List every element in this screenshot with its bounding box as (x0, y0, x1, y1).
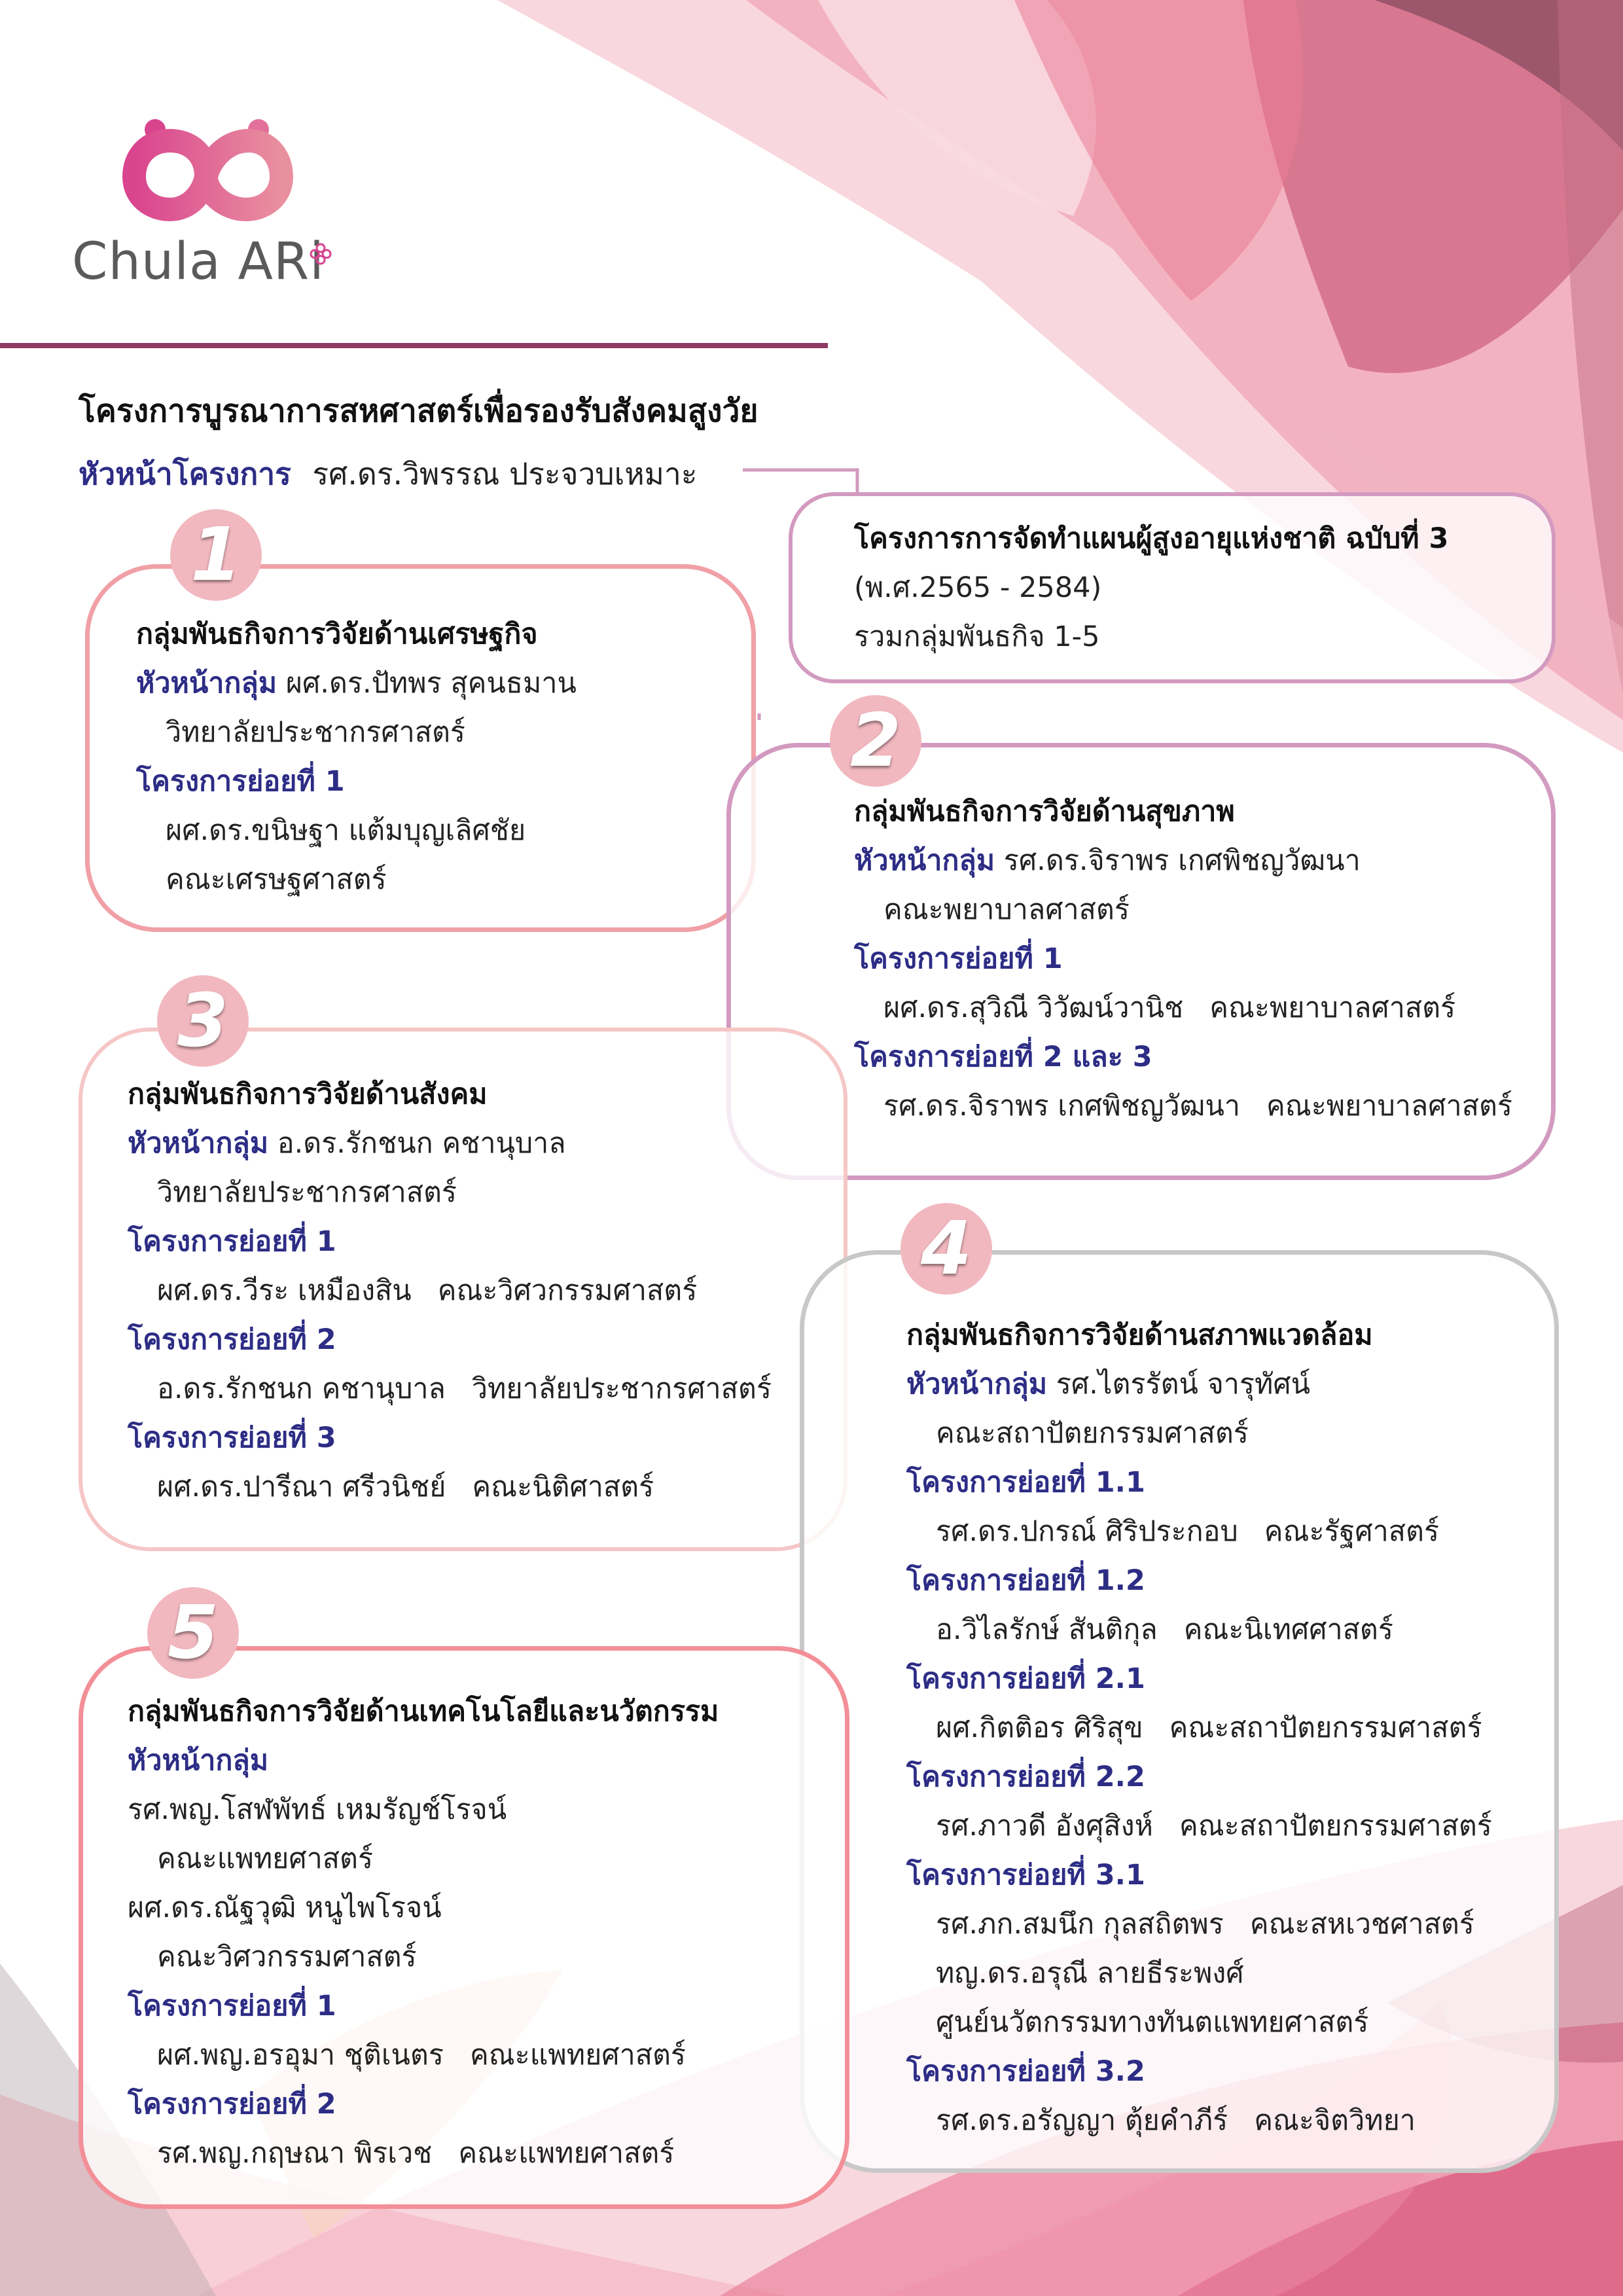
group-1-head-label: หัวหน้ากลุ่ม (136, 667, 277, 700)
group-2-sub23-label: โครงการย่อยที่ 2 และ 3 (854, 1041, 1152, 1073)
group-2-content (854, 787, 1512, 1131)
project-lead-label: หัวหน้าโครงการ (79, 456, 291, 492)
group-5-head-label: หัวหน้ากลุ่ม (128, 1744, 269, 1777)
group-4-s21-org: คณะสถาปัตยกรรมศาสตร์ (1169, 1712, 1482, 1744)
group-4-badge: 4 (901, 1203, 992, 1295)
group-5-sub2-org: คณะแพทยศาสตร์ (458, 2137, 675, 2170)
group-1-sub1-org: คณะเศรษฐศาสตร์ (166, 863, 387, 896)
group-4-s22-person: รศ.ภาวดี อังศุสิงห์ (936, 1810, 1153, 1842)
group-2-sub23-org: คณะพยาบาลศาสตร์ (1266, 1090, 1512, 1122)
group-2-head-label: หัวหน้ากลุ่ม (854, 844, 995, 877)
group-3-sub1-label: โครงการย่อยที่ 1 (128, 1225, 336, 1258)
group-5-title: กลุ่มพันธกิจการวิจัยด้านเทคโนโลยีและนวัตกรรม (128, 1695, 719, 1728)
project-lead-name: รศ.ดร.วิพรรณ ประจวบเหมาะ (312, 456, 698, 492)
group-4-s32-person: รศ.ดร.อรัญญา ตุ้ยคำภีร์ (936, 2104, 1228, 2137)
group-4-s11-label: โครงการย่อยที่ 1.1 (906, 1466, 1145, 1499)
national-plan-note: รวมกลุ่มพันธกิจ 1-5 (854, 620, 1100, 653)
group-3-head-org: วิทยาลัยประชากรศาสตร์ (157, 1176, 457, 1209)
group-4-s12-org: คณะนิเทศศาสตร์ (1183, 1613, 1393, 1646)
group-5-sub1-person: ผศ.พญ.อรอุมา ชุติเนตร (157, 2039, 444, 2072)
group-4-title: กลุ่มพันธกิจการวิจัยด้านสภาพแวดล้อม (906, 1319, 1373, 1352)
group-3-sub2-label: โครงการย่อยที่ 2 (128, 1323, 336, 1356)
group-5-content (128, 1687, 719, 2178)
national-plan-years: (พ.ศ.2565 - 2584) (854, 571, 1102, 604)
header-rule (0, 343, 828, 348)
group-4-s31-org2: ศูนย์นวัตกรรมทางทันตแพทยศาสตร์ (936, 2006, 1369, 2039)
group-4-s12-person: อ.วิไลรักษ์ สันติกุล (936, 1613, 1158, 1646)
group-5-sub2-person: รศ.พญ.กฤษณา พิรเวช (157, 2137, 433, 2170)
group-4-s22-label: โครงการย่อยที่ 2.2 (906, 1761, 1145, 1793)
group-3-content (128, 1070, 772, 1512)
group-3-sub3-person: ผศ.ดร.ปารีณา ศรีวนิชย์ (157, 1471, 446, 1503)
group-5-sub1-label: โครงการย่อยที่ 1 (128, 1990, 336, 2022)
logo-text: Chula ARi (72, 232, 325, 291)
group-3-sub3-org: คณะนิติศาสตร์ (472, 1471, 654, 1503)
group-1-badge: 1 (170, 509, 262, 601)
group-4-s31-org: คณะสหเวชศาสตร์ (1249, 1908, 1474, 1941)
group-4-s21-label: โครงการย่อยที่ 2.1 (906, 1662, 1145, 1695)
group-2-sub23-person: รศ.ดร.จิราพร เกศพิชญวัฒนา (883, 1090, 1241, 1122)
group-3-head-label: หัวหน้ากลุ่ม (128, 1127, 269, 1160)
group-5-head1-name: รศ.พญ.โสฬพัทธ์ เหมรัญช์โรจน์ (128, 1793, 507, 1826)
group-2-sub1-org: คณะพยาบาลศาสตร์ (1209, 992, 1456, 1024)
group-3-sub2-org: วิทยาลัยประชากรศาสตร์ (471, 1372, 772, 1405)
group-1-sub1-person: ผศ.ดร.ขนิษฐา แต้มบุญเลิศชัย (166, 814, 526, 847)
group-4-head-org: คณะสถาปัตยกรรมศาสตร์ (936, 1417, 1249, 1450)
group-2-badge: 2 (830, 695, 921, 787)
group-2-head-org: คณะพยาบาลศาสตร์ (883, 893, 1130, 926)
group-4-s12-label: โครงการย่อยที่ 1.2 (906, 1564, 1145, 1597)
project-lead (79, 450, 698, 498)
group-3-sub2-person: อ.ดร.รักชนก คชานุบาล (157, 1372, 446, 1405)
group-4-s11-org: คณะรัฐศาสตร์ (1264, 1515, 1440, 1548)
project-title: โครงการบูรณาการสหศาสตร์เพื่อรองรับสังคมสูงวัย (79, 393, 758, 429)
national-plan-content (854, 514, 1448, 662)
group-1-content (136, 610, 577, 905)
group-3-sub1-org: คณะวิศวกรรมศาสตร์ (437, 1274, 698, 1307)
group-5-sub2-label: โครงการย่อยที่ 2 (128, 2088, 336, 2121)
national-plan-title: โครงการการจัดทำแผนผู้สูงอายุแห่งชาติ ฉบับที่ 3 (854, 522, 1449, 555)
group-5-head1-org: คณะแพทยศาสตร์ (157, 1842, 374, 1875)
group-2-head-name: รศ.ดร.จิราพร เกศพิชญวัฒนา (1003, 844, 1361, 877)
group-5-head2-name: ผศ.ดร.ณัฐวุฒิ หนูไพโรจน์ (128, 1892, 442, 1924)
group-4-s32-org: คณะจิตวิทยา (1254, 2104, 1416, 2137)
group-1-head-org: วิทยาลัยประชากรศาสตร์ (166, 716, 466, 749)
group-3-title: กลุ่มพันธกิจการวิจัยด้านสังคม (128, 1078, 488, 1111)
group-2-sub1-label: โครงการย่อยที่ 1 (854, 942, 1063, 975)
group-3-head-name: อ.ดร.รักชนก คชานุบาล (277, 1127, 566, 1160)
group-5-head2-org: คณะวิศวกรรมศาสตร์ (157, 1941, 417, 1973)
group-4-content (906, 1311, 1492, 2145)
group-4-s31-person: รศ.ภก.สมนึก กุลสถิตพร (936, 1908, 1224, 1941)
group-4-s22-org: คณะสถาปัตยกรรมศาสตร์ (1179, 1810, 1492, 1842)
group-5-badge: 5 (147, 1587, 239, 1679)
group-4-s32-label: โครงการย่อยที่ 3.2 (906, 2055, 1145, 2088)
flower-icon (309, 242, 332, 266)
group-3-sub3-label: โครงการย่อยที่ 3 (128, 1422, 336, 1454)
group-2-sub1-person: ผศ.ดร.สุวิณี วิวัฒน์วานิช (883, 992, 1184, 1024)
group-1-sub1-label: โครงการย่อยที่ 1 (136, 765, 345, 798)
infinity-logo-icon (121, 111, 337, 223)
group-4-s21-person: ผศ.กิตติอร ศิริสุข (936, 1712, 1143, 1744)
group-2-title: กลุ่มพันธกิจการวิจัยด้านสุขภาพ (854, 795, 1235, 828)
group-4-head-name: รศ.ไตรรัตน์ จารุทัศน์ (1056, 1368, 1311, 1401)
group-3-badge: 3 (157, 975, 249, 1067)
group-1-head-name: ผศ.ดร.ปัทพร สุคนธมาน (285, 667, 577, 700)
group-1-title: กลุ่มพันธกิจการวิจัยด้านเศรษฐกิจ (136, 618, 538, 651)
group-4-s11-person: รศ.ดร.ปกรณ์ ศิริประกอบ (936, 1515, 1238, 1548)
group-4-head-label: หัวหน้ากลุ่ม (906, 1368, 1048, 1401)
group-4-s31-label: โครงการย่อยที่ 3.1 (906, 1859, 1145, 1892)
group-3-sub1-person: ผศ.ดร.วีระ เหมืองสิน (157, 1274, 412, 1307)
group-5-sub1-org: คณะแพทยศาสตร์ (469, 2039, 686, 2072)
group-4-s31-person2: ทญ.ดร.อรุณี ลายธีระพงศ์ (936, 1957, 1244, 1990)
